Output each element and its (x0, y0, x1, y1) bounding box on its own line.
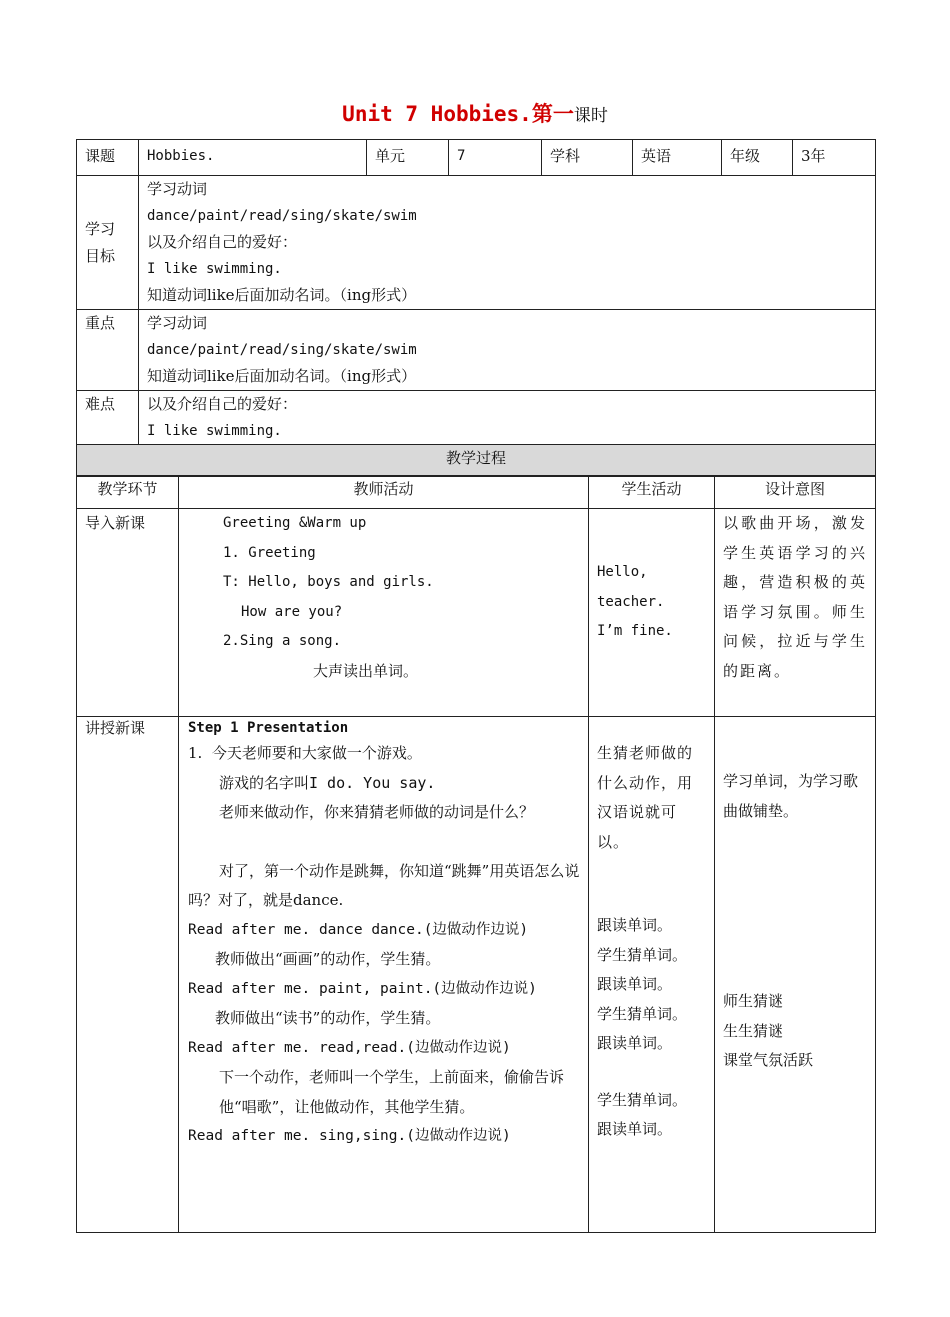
new-lesson-label: 讲授新课 (77, 717, 179, 1233)
column-student: 学生活动 (589, 476, 715, 509)
title-suffix: 课时 (573, 106, 608, 126)
info-value-subject: 英语 (633, 140, 722, 176)
objectives-label: 学习 目标 (77, 176, 139, 310)
info-value-grade: 3年 (793, 140, 876, 176)
column-teacher: 教师活动 (179, 476, 589, 509)
key-points-label: 重点 (77, 310, 139, 391)
info-key-unit: 单元 (367, 140, 449, 176)
page-title (0, 100, 950, 130)
column-stage: 教学环节 (77, 476, 179, 509)
key-points-content: 学习动词 dance/paint/read/sing/skate/swim 知道动词like后面加动名词。（ing形式） (139, 310, 876, 391)
info-value-topic: Hobbies. (139, 140, 367, 176)
lesson-info-table (76, 139, 876, 477)
difficulties-label: 难点 (77, 391, 139, 445)
process-table (76, 475, 876, 1233)
new-lesson-student: 生猜老师做的什么动作，用汉语说就可以。 跟读单词。 学生猜单词。 跟读单词。 学生猜单词。 跟读单词。 学生猜单词。 跟读单词。 (589, 717, 715, 1233)
info-value-unit: 7 (449, 140, 542, 176)
intro-intent: 以歌曲开场，激发学生英语学习的兴趣，营造积极的英语学习氛围。师生问候，拉近与学生的距离。 (715, 509, 876, 717)
difficulties-content: 以及介绍自己的爱好： I like swimming. (139, 391, 876, 445)
process-header: 教学过程 (77, 445, 876, 477)
info-key-grade: 年级 (722, 140, 793, 176)
intro-teacher: Greeting &Warm up 1. Greeting T: Hello, boys and girls. How are you? 2.Sing a song. 大声读出单词。 (179, 509, 589, 717)
column-intent: 设计意图 (715, 476, 876, 509)
title-unit: Unit 7 Hobbies. (342, 102, 532, 126)
new-lesson-teacher: Step 1 Presentation 1. 今天老师要和大家做一个游戏。 游戏的名字叫I do. You say. 老师来做动作，你来猜猜老师做的动词是什么？ 对了，第一个动作是跳舞，你知道“跳舞”用英语怎么说吗？对了，就是dance. Read after me. dance dance.(边做动作边说) 教师做出“画画”的动作，学生猜。 Read after me. paint, paint.(边做动作边说) 教师做出“读书”的动作，学生猜。 Read after me. read,read.(边做动作边说) 下一个动作，老师叫一个学生，上前面来，偷偷告诉他“唱歌”，让他做动作，其他学生猜。 Read after me. sing,sing.(边做动作边说) (179, 717, 589, 1233)
title-lesson: 第一 (531, 101, 574, 126)
intro-student: Hello, teacher. I’m fine. (589, 509, 715, 717)
objectives-content: 学习动词 dance/paint/read/sing/skate/swim 以及介绍自己的爱好： I like swimming. 知道动词like后面加动名词。（ing形式） (139, 176, 876, 310)
new-lesson-intent: 学习单词，为学习歌曲做铺垫。 师生猜谜 生生猜谜 课堂气氛活跃 (715, 717, 876, 1233)
intro-label: 导入新课 (77, 509, 179, 717)
info-key-subject: 学科 (542, 140, 633, 176)
info-key-topic: 课题 (77, 140, 139, 176)
